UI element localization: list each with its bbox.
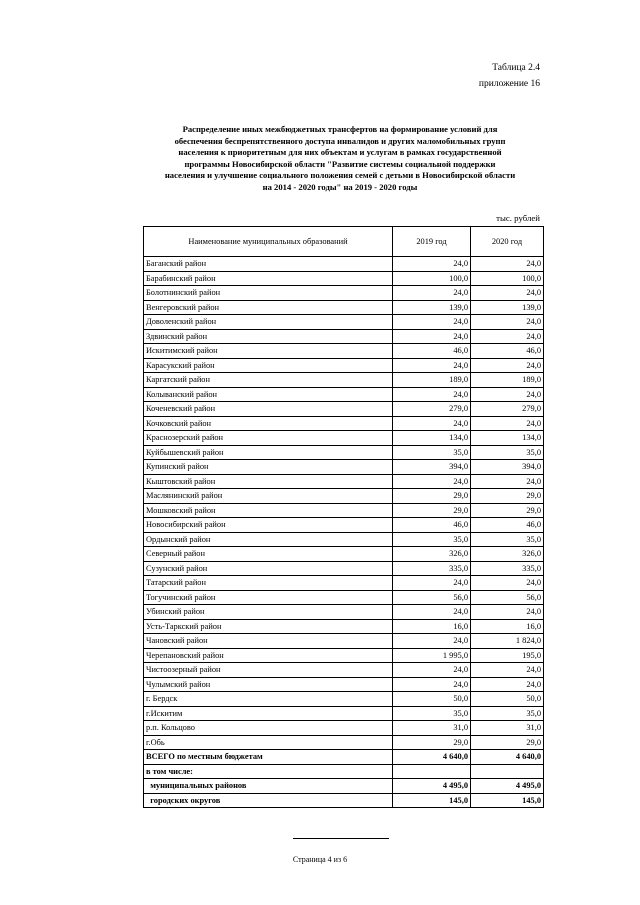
value-2020-cell: 394,0 (471, 460, 544, 475)
value-2019-cell: 29,0 (393, 735, 471, 750)
municipality-cell: Искитимский район (144, 344, 393, 359)
municipality-cell: Доволенский район (144, 315, 393, 330)
title-line: населения и улучшение социального положения семей с детьми в Новосибирской области (164, 170, 516, 181)
value-2019-cell: 24,0 (393, 474, 471, 489)
municipality-cell: Мошковский район (144, 503, 393, 518)
municipality-cell: Новосибирский район (144, 518, 393, 533)
municipality-cell: Карасукский район (144, 358, 393, 373)
value-2019-cell: 1 995,0 (393, 648, 471, 663)
value-2020-cell: 335,0 (471, 561, 544, 576)
value-2020-cell: 4 640,0 (471, 750, 544, 765)
title-line: населения к приоритетным для них объектам и услугам в рамках государственной (178, 147, 502, 158)
column-header-2020: 2020 год (471, 227, 544, 257)
value-2019-cell: 35,0 (393, 445, 471, 460)
value-2020-cell: 24,0 (471, 677, 544, 692)
value-2020-cell: 24,0 (471, 576, 544, 591)
municipality-cell: Венгеровский район (144, 300, 393, 315)
value-2019-cell: 394,0 (393, 460, 471, 475)
table-row (144, 634, 544, 649)
value-2020-cell: 35,0 (471, 445, 544, 460)
value-2020-cell: 24,0 (471, 329, 544, 344)
value-2019-cell: 189,0 (393, 373, 471, 388)
value-2019-cell: 100,0 (393, 271, 471, 286)
table-row (144, 416, 544, 431)
value-2019-cell: 24,0 (393, 677, 471, 692)
value-2020-cell: 29,0 (471, 735, 544, 750)
title-line: программы Новосибирской области "Развитие системы социальной поддержки (184, 158, 496, 169)
table-row (144, 750, 544, 765)
units-label: тыс. рублей (496, 213, 540, 223)
value-2020-cell (471, 764, 544, 779)
municipality-cell: ВСЕГО по местным бюджетам (144, 750, 393, 765)
value-2019-cell: 24,0 (393, 286, 471, 301)
municipality-cell: Кочковский район (144, 416, 393, 431)
value-2020-cell: 24,0 (471, 387, 544, 402)
value-2019-cell: 279,0 (393, 402, 471, 417)
value-2020-cell: 134,0 (471, 431, 544, 446)
municipality-cell: Колыванский район (144, 387, 393, 402)
value-2019-cell: 24,0 (393, 634, 471, 649)
value-2019-cell: 139,0 (393, 300, 471, 315)
value-2020-cell: 326,0 (471, 547, 544, 562)
value-2020-cell: 24,0 (471, 416, 544, 431)
table-row (144, 706, 544, 721)
title-line: Распределение иных межбюджетных трансфертов на формирование условий для (182, 124, 498, 134)
value-2020-cell: 279,0 (471, 402, 544, 417)
table-row (144, 300, 544, 315)
column-header-municipality: Наименование муниципальных образований (144, 227, 393, 257)
municipality-cell: Чистоозерный район (144, 663, 393, 678)
value-2019-cell: 56,0 (393, 590, 471, 605)
table-row (144, 547, 544, 562)
allocation-table (143, 226, 544, 808)
municipality-cell: Тогучинский район (144, 590, 393, 605)
value-2019-cell: 24,0 (393, 315, 471, 330)
table-row (144, 619, 544, 634)
value-2019-cell: 50,0 (393, 692, 471, 707)
value-2019-cell: 29,0 (393, 503, 471, 518)
municipality-cell: г. Бердск (144, 692, 393, 707)
value-2019-cell: 24,0 (393, 387, 471, 402)
value-2019-cell: 4 640,0 (393, 750, 471, 765)
municipality-cell: Барабинский район (144, 271, 393, 286)
municipality-cell: Северный район (144, 547, 393, 562)
table-row (144, 445, 544, 460)
table-row (144, 286, 544, 301)
value-2020-cell: 29,0 (471, 503, 544, 518)
table-row (144, 315, 544, 330)
value-2020-cell: 46,0 (471, 518, 544, 533)
municipality-cell: Чановский район (144, 634, 393, 649)
table-row (144, 532, 544, 547)
table-row (144, 793, 544, 808)
value-2019-cell: 31,0 (393, 721, 471, 736)
value-2020-cell: 24,0 (471, 257, 544, 272)
table-row (144, 329, 544, 344)
table-row (144, 779, 544, 794)
value-2020-cell: 24,0 (471, 663, 544, 678)
table-row (144, 721, 544, 736)
table-reference: Таблица 2.4 (492, 63, 540, 73)
value-2020-cell: 195,0 (471, 648, 544, 663)
table-row (144, 663, 544, 678)
municipality-cell: Каргатский район (144, 373, 393, 388)
document-title (130, 124, 550, 194)
title-line: обеспечения беспрепятственного доступа инвалидов и других маломобильных групп (174, 135, 506, 146)
value-2020-cell: 24,0 (471, 286, 544, 301)
municipality-cell: Сузунский район (144, 561, 393, 576)
table-row (144, 764, 544, 779)
value-2020-cell: 1 824,0 (471, 634, 544, 649)
table-row (144, 503, 544, 518)
value-2019-cell: 46,0 (393, 344, 471, 359)
value-2020-cell: 24,0 (471, 358, 544, 373)
value-2020-cell: 145,0 (471, 793, 544, 808)
municipality-cell: Черепановский район (144, 648, 393, 663)
value-2020-cell: 189,0 (471, 373, 544, 388)
municipality-cell: Краснозерский район (144, 431, 393, 446)
value-2019-cell: 335,0 (393, 561, 471, 576)
value-2019-cell: 134,0 (393, 431, 471, 446)
municipality-cell: муниципальных районов (144, 779, 393, 794)
table-row (144, 518, 544, 533)
table-row (144, 590, 544, 605)
table-row (144, 387, 544, 402)
value-2020-cell: 24,0 (471, 315, 544, 330)
value-2019-cell: 145,0 (393, 793, 471, 808)
municipality-cell: Татарский район (144, 576, 393, 591)
title-line: на 2014 - 2020 годы" на 2019 - 2020 годы (262, 181, 418, 192)
value-2019-cell: 24,0 (393, 416, 471, 431)
table-row (144, 358, 544, 373)
municipality-cell: Убинский район (144, 605, 393, 620)
page-number: Страница 4 из 6 (292, 855, 348, 864)
table-row (144, 561, 544, 576)
value-2020-cell: 31,0 (471, 721, 544, 736)
municipality-cell: Купинский район (144, 460, 393, 475)
value-2019-cell: 35,0 (393, 706, 471, 721)
value-2019-cell: 24,0 (393, 576, 471, 591)
value-2019-cell: 35,0 (393, 532, 471, 547)
municipality-cell: Болотнинский район (144, 286, 393, 301)
column-header-2019: 2019 год (393, 227, 471, 257)
value-2020-cell: 16,0 (471, 619, 544, 634)
value-2019-cell: 16,0 (393, 619, 471, 634)
municipality-cell: Баганский район (144, 257, 393, 272)
table-row (144, 271, 544, 286)
table-row (144, 648, 544, 663)
value-2020-cell: 56,0 (471, 590, 544, 605)
municipality-cell: Здвинский район (144, 329, 393, 344)
table-row (144, 344, 544, 359)
value-2020-cell: 35,0 (471, 706, 544, 721)
value-2019-cell: 24,0 (393, 358, 471, 373)
appendix-reference: приложение 16 (478, 79, 540, 89)
municipality-cell: г.Искитим (144, 706, 393, 721)
value-2019-cell: 24,0 (393, 663, 471, 678)
municipality-cell: Маслянинский район (144, 489, 393, 504)
table-row (144, 257, 544, 272)
table-row (144, 735, 544, 750)
value-2020-cell: 35,0 (471, 532, 544, 547)
table-row (144, 402, 544, 417)
value-2019-cell: 24,0 (393, 329, 471, 344)
value-2020-cell: 46,0 (471, 344, 544, 359)
value-2020-cell: 139,0 (471, 300, 544, 315)
municipality-cell: р.п. Кольцово (144, 721, 393, 736)
table-row (144, 460, 544, 475)
value-2019-cell: 326,0 (393, 547, 471, 562)
table-row (144, 431, 544, 446)
value-2019-cell: 24,0 (393, 605, 471, 620)
table-row (144, 373, 544, 388)
value-2019-cell: 4 495,0 (393, 779, 471, 794)
table-row (144, 605, 544, 620)
municipality-cell: в том числе: (144, 764, 393, 779)
value-2019-cell (393, 764, 471, 779)
municipality-cell: Чулымский район (144, 677, 393, 692)
value-2019-cell: 24,0 (393, 257, 471, 272)
municipality-cell: г.Обь (144, 735, 393, 750)
table-header-row (144, 227, 544, 257)
value-2019-cell: 29,0 (393, 489, 471, 504)
municipality-cell: Куйбышевский район (144, 445, 393, 460)
value-2020-cell: 24,0 (471, 605, 544, 620)
value-2020-cell: 29,0 (471, 489, 544, 504)
table-body (144, 257, 544, 808)
value-2020-cell: 100,0 (471, 271, 544, 286)
value-2019-cell: 46,0 (393, 518, 471, 533)
value-2020-cell: 4 495,0 (471, 779, 544, 794)
municipality-cell: Коченевский район (144, 402, 393, 417)
table-row (144, 677, 544, 692)
table-row (144, 489, 544, 504)
municipality-cell: Ордынский район (144, 532, 393, 547)
table-row (144, 692, 544, 707)
value-2020-cell: 50,0 (471, 692, 544, 707)
table-row (144, 576, 544, 591)
value-2020-cell: 24,0 (471, 474, 544, 489)
municipality-cell: Усть-Таркский район (144, 619, 393, 634)
footer-divider (293, 838, 389, 839)
municipality-cell: городских округов (144, 793, 393, 808)
municipality-cell: Кыштовский район (144, 474, 393, 489)
table-row (144, 474, 544, 489)
